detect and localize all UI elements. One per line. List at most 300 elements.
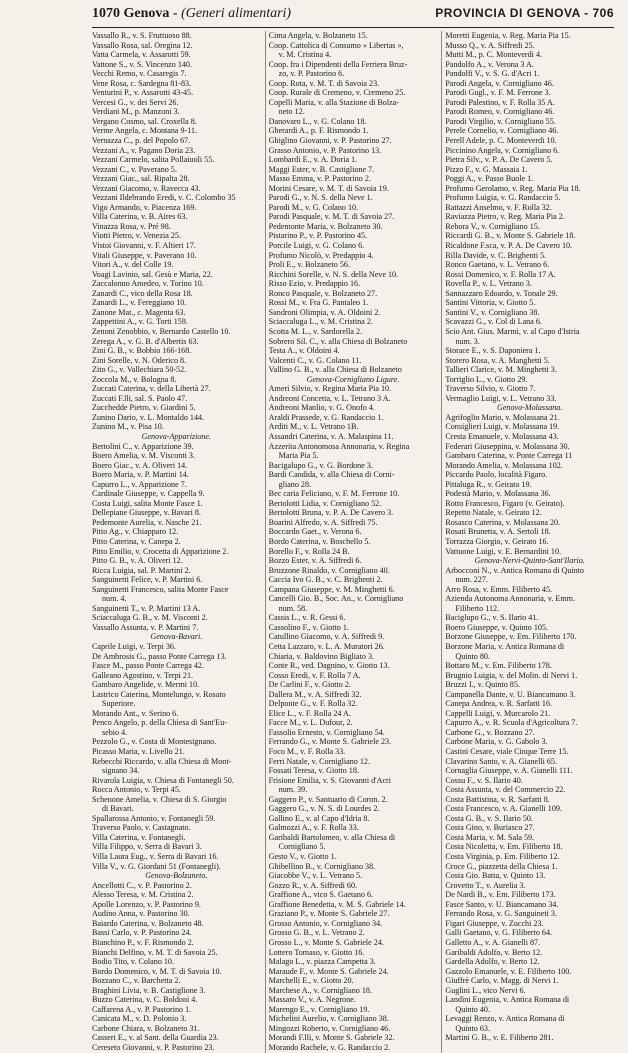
listing-entry: Repetto Natale, v. Geirato 12.	[445, 508, 542, 518]
listing-entry: Zito G., v. Vallechiara 50-52.	[92, 365, 187, 375]
listing-entry: Braghini Livia, v. B. Castiglione 3.	[92, 985, 206, 995]
section-heading: Genova-Bolzaneto.	[145, 871, 208, 881]
listing-entry: Zerega A., v. G. B. d'Albertis 63.	[92, 336, 199, 346]
listing-entry: Facce M., v. L. Dufour, 2.	[268, 718, 353, 728]
listing-entry: Cardinale Giuseppe, v. Cappella 9.	[92, 489, 205, 499]
listing-entry: Piccinino Angela, v. Cornigliano 6.	[445, 145, 560, 155]
listing-entry: Gambaro Angelide, v. Mermi 10.	[92, 680, 200, 690]
listing-entry: De Nardi B., v. Em. Filiberto 173.	[445, 890, 556, 900]
listing-entry: Costa Assunta, v. del Commercio 22.	[445, 785, 566, 795]
listing-entry: Cancelli Gio. B., Soc. An., v. Cornigliano	[268, 594, 404, 604]
listing-entry: Costa Francesco, v. A. Gianelli 109.	[445, 804, 562, 814]
listing-entry: Crovetto T., v. Aurelia 3.	[445, 880, 526, 890]
listing-entry: Profumo Luigia, v. G. Randaccio 5.	[445, 193, 561, 203]
listing-entry: Coop. Rota, v. M. T. di Savoia 23.	[268, 78, 380, 88]
section-heading: Genova-Nervi-Quinto-Sant'Ilario.	[474, 556, 585, 566]
listing-entry: Vigo Armando, v. Piacenza 169.	[92, 202, 197, 212]
listing-entry: Coop. Rurale di Cremeno, v. Cremeno 25.	[268, 88, 406, 98]
listing-entry: Rivarola Luigia, v. Chiesa di Fontanegli 50.	[92, 775, 234, 785]
listing-entry: Rebecchi Riccardo, v. alla Chiesa di Mont-	[92, 756, 232, 766]
listing-columns	[92, 31, 614, 1053]
listing-entry: Brugnio Luigia, v. del Molin. di Nervi 1.	[445, 670, 578, 680]
listing-entry: Ronco Pasquale, v. Bolzaneto 27.	[268, 288, 378, 298]
listing-entry: Danovaro L., v. G. Colano 18.	[268, 116, 367, 126]
listing-entry: Bordo Domenico, v. M. T. di Savoia 10.	[92, 966, 222, 976]
listing-entry: Morini Cesare, v. M. T. di Savoia 19.	[268, 183, 389, 193]
listing-entry: Carbone Chiara, v. Bolzaneto 31.	[92, 1023, 200, 1033]
listing-entry: Garibaldi Adolfo, v. Berto 12.	[445, 947, 543, 957]
listing-entry: Dallera M., v. A. Siffredi 32.	[268, 689, 362, 699]
listing-entry: Ricca Luigia, sal. P. Martini 2.	[92, 565, 191, 575]
listing-entry: Mutti M., p. C. Monteverdi 4.	[445, 50, 543, 60]
section-heading: Genova-Bavari.	[150, 632, 203, 642]
listing-entry: Lottero Tomaso, v. Giotto 16.	[268, 947, 365, 957]
listing-entry: Rossi M., v. Fra G. Pantaleo 1.	[268, 298, 369, 308]
page-number: 1070	[92, 6, 120, 21]
listing-entry: Arro Rosa, v. Emm. Filiberto 45.	[445, 584, 553, 594]
header-right	[435, 6, 614, 20]
listing-entry: Vercesi G., v. dei Servi 26.	[92, 97, 179, 107]
listing-entry: Rattazzi Anselmo, v. F. Rolla 32.	[445, 202, 552, 212]
listing-entry: Rotto Francesco, Figaro (v. Geirato).	[445, 498, 565, 508]
listing-entry: Pedemonte Maria, v. Bolzaneto 30.	[268, 221, 383, 231]
listing-entry: Spallarossa Antonio, v. Fontanegli 59.	[92, 813, 216, 823]
listing-entry: Morando Rachele, v. G. Randaccio 2.	[268, 1042, 391, 1052]
listing-entry: Gaggero P., v. Santuario di Coron. 2.	[268, 794, 388, 804]
listing-entry: Vene Rosa, c. Sardegna 81-83.	[92, 78, 192, 88]
listing-entry: Elice L., v. F. Rolla 24 A.	[268, 708, 351, 718]
listing-entry: Pitto Emilio, v. Crocetta di Apparizione 2.	[92, 546, 229, 556]
listing-entry: Pandolfi V., v. S. G. d'Acri 1.	[445, 69, 540, 79]
listing-entry: Raviazza Pietro, v. Reg. Maria Pia 2.	[445, 212, 565, 222]
listing-entry: Galletto A., v. A. Gianelli 87.	[445, 937, 541, 947]
listing-entry: Malago L., v. piazza Campetta 3.	[268, 957, 376, 967]
listing-entry: Costa Luigi, salita Monte Fasce 1.	[92, 498, 203, 508]
listing-entry: Mingozzi Roberto, v. Cornigliano 46.	[268, 1023, 391, 1033]
listing-entry: Marchelli E., v. Giotto 20.	[268, 976, 354, 986]
listing-entry: Bec caria Feliciano, v. F. M. Ferrone 10.	[268, 489, 400, 499]
listing-entry: Fasce M., passo Ponte Carrega 42.	[92, 661, 204, 671]
listing-entry: Ameri Silvio, v. Regina Maria Pia 10.	[268, 384, 392, 394]
section-heading: Genova-Cornigliano Ligure.	[306, 374, 400, 384]
listing-entry: Garibaldi Bartolomeo, v. alla Chiesa di	[268, 832, 396, 842]
header-left: 1070 Genova - (Generi alimentari)	[92, 6, 292, 21]
listing-entry: Castini Cesare, viale Cinque Terre 15.	[445, 747, 569, 757]
listing-entry: Cresta Emanuele, v. Molassana 43.	[445, 431, 559, 441]
listing-entry: Santini Vittoria, v. Giotto 5.	[445, 298, 536, 308]
listing-entry: Bertolotti Lidia, v. Cornigliano 52.	[268, 498, 382, 508]
listing-entry: Bozzano C., v. Barchetta 2.	[92, 976, 181, 986]
listing-entry: Vattone S., v. S. Vincenzo 140.	[92, 59, 193, 69]
listing-entry: Gaggero G., v. N. S. di Lourdes 2.	[268, 804, 380, 814]
listing-entry: Sciaccaluga L., v. M. Cristina 2.	[268, 317, 373, 327]
listing-entry: Cassis L., v. R. Gessi 6.	[268, 613, 346, 623]
listing-entry: Cornaglia Giuseppe, v. A. Gianelli 111.	[445, 766, 573, 776]
listing-entry: Zunino Dario, v. L. Montaldo 144.	[92, 412, 205, 422]
listing-entry: Costa Maria, v. M. Sala 59.	[445, 832, 535, 842]
listing-entry: Musso Q., v. A. Siffredi 25.	[445, 40, 535, 50]
listing-entry: Cossu F., v. S. Ilario 40.	[445, 775, 523, 785]
listing-entry: Cornigliano 5.	[278, 842, 326, 852]
listing-entry: neto 12.	[278, 107, 305, 117]
listing-entry: Andreoni Concetta, v. L. Tetrano 3 A.	[268, 393, 391, 403]
listing-entry: Vecchi Remo, v. Casaregis 7.	[92, 69, 187, 79]
listing-entry: Vergano Cosmo, sal. Croxella 8.	[92, 116, 197, 126]
listing-entry: Gambaro Caterina, v. Ponte Carrega 11	[445, 451, 573, 461]
listing-entry: Scotta M. L., v. Sardorella 2.	[268, 326, 363, 336]
listing-entry: Gherardi A., p. F. Rismondo 1.	[268, 126, 369, 136]
listing-entry: Azzerita Antonomosa Annonaria, v. Regina	[268, 441, 410, 451]
listing-entry: Piccardo Paolo, località Figaro.	[445, 470, 548, 480]
listing-entry: Bruzzi I., v. Quinto 85.	[445, 680, 520, 690]
listing-entry: Pizzo F., v. G. Massaia 1.	[445, 164, 528, 174]
listing-entry: Venturini P., v. Assarotti 43-45.	[92, 88, 194, 98]
listing-entry: Rossi Domenico, v. F. Rolla 17 A.	[445, 269, 556, 279]
listing-entry: Guglini L., vico Nervi 6.	[445, 985, 526, 995]
listing-entry: Sanguinetti Felice, v. P. Martini 6.	[92, 575, 203, 585]
listing-entry: Bacigalupo G., v. G. Bordone 3.	[268, 460, 373, 470]
listing-entry: Canepa Andrea, v. R. Sarfatti 16.	[445, 699, 553, 709]
column-1	[92, 31, 261, 1053]
listing-entry: Landini Eugenia, v. Antica Romana di	[445, 995, 570, 1005]
listing-entry: Moretti Eugenia, v. Reg. Maria Pia 15.	[445, 31, 571, 40]
listing-entry: Voagi Lavinio, sal. Gesù e Maria, 22.	[92, 269, 213, 279]
listing-entry: Rebora V., v. Cornigliano 15.	[445, 221, 540, 231]
city-name: Genova	[123, 6, 170, 21]
listing-entry: Bruzzone Rinaldo, v. Cornigliano 40.	[268, 565, 390, 575]
listing-entry: Arbocconi N., v. Antica Romana di Quinto	[445, 565, 584, 575]
listing-entry: Ricchini Sorelle, v. N. S. della Neve 10.	[268, 269, 399, 279]
listing-entry: Podestà Mario, v. Molassana 36.	[445, 489, 551, 499]
listing-entry: Verdiani M., p. Manzoni 3.	[92, 107, 180, 117]
listing-entry: Pedemonte Aurelia, v. Nasche 21.	[92, 517, 202, 527]
listing-entry: Profumo Gerolamo, v. Reg. Maria Pia 18.	[445, 183, 581, 193]
listing-entry: Zuccati Caterina, v. della Libertà 27.	[92, 384, 211, 394]
listing-entry: Pitto G. B., v. A. Oliveri 12.	[92, 556, 183, 566]
listing-entry: Zanardi L., v. Fereggiano 10.	[92, 298, 187, 308]
listing-entry: Filiberto 112.	[455, 603, 500, 613]
listing-entry: Pistarino P., v. P. Pastorino 45.	[268, 231, 368, 241]
listing-entry: Rocca Antonio, v. Terpi 45.	[92, 785, 181, 795]
page-header	[92, 6, 614, 26]
listing-entry: zo, v. P. Pastorino 6.	[278, 69, 345, 79]
listing-entry: Gallino E., v. al Capo d'Idria 8.	[268, 813, 370, 823]
listing-entry: Quinto 63.	[455, 1023, 490, 1033]
listing-entry: Rovella P., v. L. Vetrano 3.	[445, 279, 532, 289]
listing-entry: Quinto 40.	[455, 1004, 490, 1014]
listing-entry: Grosso Antonio, v. Cornigliano 34.	[268, 918, 383, 928]
listing-entry: Penco Angelo, p. della Chiesa di Sant'Eu-	[92, 718, 227, 728]
listing-entry: Gozzo R., v. A. Siffredi 60.	[268, 880, 358, 890]
listing-entry: Ghiglino Giovanni, v. P. Pastorino 27.	[268, 136, 392, 146]
listing-entry: Rosasco Caterina, v. Molassana 20.	[445, 517, 561, 527]
listing-entry: Vitori A., v. del Colle 19.	[92, 260, 174, 270]
listing-entry: Testa A., v. Oldoini 4.	[268, 346, 340, 356]
listing-entry: Maggi Ester, v. B. Castiglione 7.	[268, 164, 375, 174]
listing-entry: Vezzani A., v. Pagano Doria 23.	[92, 145, 196, 155]
listing-entry: Vattuone Luigi, v. E. Bernardini 10.	[445, 546, 562, 556]
listing-entry: Delponte G., v. F. Rolla 32.	[268, 699, 358, 709]
listing-entry: Campanella Dante, v. U. Biancamano 3.	[445, 689, 576, 699]
listing-entry: Masso Emma, v. P. Pastorino 2.	[268, 174, 371, 184]
listing-entry: Fassolio Ernesto, v. Cornigliano 54.	[268, 727, 385, 737]
listing-entry: Marchese A., v. Cornigliano 18.	[268, 985, 372, 995]
listing-entry: Vezzani Giac., sal. Ripalta 28.	[92, 174, 190, 184]
listing-entry: Clavarino Santo, v. A. Gianelli 65.	[445, 756, 557, 766]
listing-entry: num. 3.	[455, 336, 480, 346]
listing-entry: Galmozzi A., v. F. Rolla 33.	[268, 823, 359, 833]
listing-entry: Audino Anna, v. Pastorino 30.	[92, 909, 190, 919]
listing-entry: Michelini Aurelio, v. Cornigliano 38.	[268, 1014, 389, 1024]
listing-entry: Quinto 80.	[455, 651, 490, 661]
listing-entry: Viotti Pietro, v. Venezia 25.	[92, 231, 181, 241]
listing-entry: Canicata M., v. D. Polonio 3.	[92, 1014, 187, 1024]
listing-entry: Cima Angela, v. Bolzaneto 15.	[268, 31, 368, 40]
listing-entry: Fasce Santo, v. U. Biancamano 34.	[445, 899, 559, 909]
listing-entry: Cappelli Luigi, v. Murcarolo 21.	[445, 708, 551, 718]
column-3	[441, 31, 614, 1053]
listing-entry: Gesto V., v. Giotto 1.	[268, 852, 337, 862]
listing-entry: Ferrando Rosa, v. G. Sanguineti 3.	[445, 909, 557, 919]
listing-entry: Buzzo Caterina, v. C. Boldoni 4.	[92, 995, 198, 1005]
listing-entry: Boero Maria, v. P. Martini 14.	[92, 470, 189, 480]
listing-entry: Conte R., ved. Dagnino, v. Giotto 13.	[268, 661, 390, 671]
listing-entry: Capurro L., v. Apparizione 7.	[92, 479, 187, 489]
section-heading: Genova-Molassana.	[496, 403, 563, 413]
listing-entry: Cosso Eredi, v. F. Rolla 7 A.	[268, 670, 361, 680]
listing-entry: Galleano Agostino, v. Terpi 21.	[92, 670, 194, 680]
listing-entry: Ancellotti C., v. P. Pastorino 2.	[92, 880, 192, 890]
listing-entry: Sandroni Olimpia, v. A. Oldoini 2.	[268, 307, 381, 317]
listing-entry: Pitto Ag., v. Chiapparo 12.	[92, 527, 179, 537]
listing-entry: Boero Giuseppe, v. Quinto 105.	[445, 622, 549, 632]
listing-entry: Parodi Romeo, v. Cornigliano 46.	[445, 107, 555, 117]
listing-entry: Sobrero Sil. C., v. alla Chiesa di Bolzaneto	[268, 336, 408, 346]
listing-entry: Vezzani Carmelo, salita Pollaiuoli 55.	[92, 155, 215, 165]
listing-entry: Santini V., v. Cornigliano 38.	[445, 307, 540, 317]
listing-entry: Zaccalonno Amedeo, v. Torino 10.	[92, 279, 204, 289]
listing-entry: Verme Angela, c. Montana 9-11.	[92, 126, 198, 136]
listing-entry: Vassallo R., v. S. Fruttuoso 88.	[92, 31, 192, 40]
listing-entry: num. 227.	[455, 575, 488, 585]
listing-entry: Perell Adele, p. C. Monteverdi 10.	[445, 136, 557, 146]
listing-entry: Parodi Pasquale, v. M. T. di Savoia 27.	[268, 212, 395, 222]
listing-entry: Baciglupo G., v. S. Ilario 41.	[445, 613, 539, 623]
listing-entry: Zucchedde Pietro, v. Giardini 5.	[92, 403, 196, 413]
listing-entry: Assandri Caterina, v. A. Malaspina 11.	[268, 431, 394, 441]
listing-entry: signano 34.	[102, 766, 140, 776]
listing-entry: Poggi A., v. Passo Buole 1.	[445, 174, 534, 184]
listing-entry: Ricaldone F.sca, v. P. A. De Cavero 10.	[445, 241, 573, 251]
listing-entry: Costa Gino, v. Buriasco 27.	[445, 823, 535, 833]
listing-entry: Boccardo Gaet., v. Verona 6.	[268, 527, 362, 537]
listing-entry: Borello F., v. Rolla 24 B.	[268, 546, 350, 556]
listing-entry: Figari Giuseppe, v. Zucchi 23.	[445, 918, 544, 928]
listing-entry: Baiardo Caterina, v. Bolzaneto 48.	[92, 918, 204, 928]
listing-entry: Giacobbe V., v. L. Vetrano 5.	[268, 871, 363, 881]
listing-entry: Capurro A., v. R. Scuola d'Agricoltura 7.	[445, 718, 578, 728]
listing-entry: Costa Virginia, p. Em. Filiberto 12.	[445, 852, 560, 862]
listing-entry: Cereseto Giovanni, v. P. Pastorino 23.	[92, 1042, 215, 1052]
listing-entry: Sannazzaro Edoardo, v. Tonale 29.	[445, 288, 558, 298]
listing-entry: Casseri E., v. al Sant. della Guardia 23.	[92, 1033, 219, 1043]
listing-entry: Vistoi Giovanni, v. F. Altieri 17.	[92, 241, 196, 251]
listing-entry: Vatta Carmela, v. Assarotti 59.	[92, 50, 191, 60]
listing-entry: Federari Giuseppina, v. Molassana 30.	[445, 441, 570, 451]
listing-entry: Consiglieri Luigi, v. Molassana 19.	[445, 422, 560, 432]
listing-entry: Zappettini A., v. G. Torti 159.	[92, 317, 188, 327]
listing-entry: Andreoni Manlio, v. G. Onofo 4.	[268, 403, 375, 413]
listing-entry: Frisione Emilia, v. S. Giovanni d'Acri	[268, 775, 391, 785]
listing-entry: Marengo E., v. Cornigliano 19.	[268, 1004, 370, 1014]
listing-entry: Gazzolo Emanuele, v. E. Filiberto 100.	[445, 966, 572, 976]
listing-entry: Azienda Autonoma Annonaria, v. Emm.	[445, 594, 575, 604]
listing-entry: Parodi G., v. N. S. della Neve 1.	[268, 193, 373, 203]
listing-entry: Martini G. B., v. E. Filiberto 281.	[445, 1033, 554, 1043]
listing-entry: Gardella Adolfo, v. Berto 12.	[445, 957, 540, 967]
listing-entry: Giuffrè Carlo, v. Magg. di Nervi 1.	[445, 976, 559, 986]
listing-entry: Massaro V., v. A. Negrone.	[268, 995, 356, 1005]
listing-entry: Bottaro M., v. Em. Filiberto 178.	[445, 661, 552, 671]
listing-entry: Borzone Maria, v. Antica Romana di	[445, 642, 565, 651]
listing-entry: Vermaglio Luigi, v. L. Vetrano 33.	[445, 393, 557, 403]
listing-entry: Porcile Luigi, v. G. Colano 6.	[268, 241, 365, 251]
listing-entry: De Carlini F., v. Giotto 2.	[268, 680, 351, 690]
listing-entry: Parodi M., v. G. Colano 10.	[268, 202, 359, 212]
listing-entry: Arditi M., v. L. Vetrano 1B.	[268, 422, 359, 432]
listing-entry: Foco M., v. F. Rolla 33.	[268, 747, 346, 757]
listing-entry: Bertolini C., v. Apparizione 39.	[92, 441, 194, 451]
listing-entry: Bassi Carlo, v. P. Pastorino 24.	[92, 928, 192, 938]
listing-entry: Costa Nicoletta, v. Em. Filiberto 18.	[445, 842, 563, 852]
listing-entry: Riccardi G. B., v. Monte S. Gabriele 18.	[445, 231, 576, 241]
listing-entry: Torrazza Giorgio, v. Geirato 16.	[445, 536, 549, 546]
listing-entry: Boero Amelia, v. M. Visconti 3.	[92, 451, 195, 461]
listing-entry: Galli Gaetano, v. G. Filiberto 64.	[445, 928, 553, 938]
header-rule	[92, 27, 614, 28]
listing-entry: sebio 4.	[102, 727, 128, 737]
listing-entry: Perele Cornelio, v. Cornigliano 46.	[445, 126, 559, 136]
listing-entry: Villa Caterina, v. Fontanegli.	[92, 832, 186, 842]
listing-entry: Traverso Paolo, v. Castagnato.	[92, 823, 191, 833]
listing-entry: Vitali Giuseppe, v. Paverano 10.	[92, 250, 197, 260]
listing-entry: Graffione A., vico S. Gaetano 6.	[268, 890, 374, 900]
listing-entry: Villa V., v. G. Giordani 51 (Fontanegli).	[92, 861, 221, 871]
listing-entry: Valcenti C., v. G. Colano 11.	[268, 355, 362, 365]
listing-entry: Bianchino P., v. F. Rismondo 2.	[92, 937, 194, 947]
right-page-number: - 706	[584, 6, 614, 20]
listing-entry: Scavazzi G., v. Col di Lana 6.	[445, 317, 542, 327]
listing-entry: v. M. Cristina 4.	[278, 50, 332, 60]
listing-entry: Ferri Natale, v. Cornigliano 12.	[268, 756, 370, 766]
listing-entry: num. 58.	[278, 603, 308, 613]
listing-entry: Superiore.	[102, 699, 136, 709]
listing-entry: Graffione Benedetta, v. M. S. Gabriele 14.	[268, 899, 406, 909]
listing-entry: Vezzani Ildebrando Eredi, v. C. Colombo 35	[92, 193, 236, 203]
listing-entry: Zanone Mat., c. Magenta 63.	[92, 307, 186, 317]
listing-entry: Storero Rosa, v. A. Manghetti 5.	[445, 355, 550, 365]
listing-entry: Picasso Maria, v. Livello 21.	[92, 747, 185, 757]
listing-entry: Tallieri Clarice, v. M. Minghetti 3.	[445, 365, 557, 375]
listing-entry: Croce G., piazzetta della Chiesa 1.	[445, 861, 558, 871]
listing-entry: Bertolotti Bruna, v. P. A. De Cavero 3.	[268, 508, 394, 518]
listing-entry: Parodi Virgilio, v. Cornigliano 55.	[445, 116, 556, 126]
listing-entry: Boero Giac., v. A. Oliveri 14.	[92, 460, 188, 470]
column-2	[265, 31, 438, 1053]
listing-entry: Torriglio L., v. Giotto 29.	[445, 374, 528, 384]
listing-entry: Storace E., v. S. Daponiera 1.	[445, 346, 541, 356]
listing-entry: Cetta Lazzaro, v. L. A. Muratori 26.	[268, 642, 385, 651]
listing-entry: Bardi Candida, v. alla Chiesa di Corni-	[268, 470, 395, 480]
listing-entry: Parodi Palestino, v. F. Rolla 35 A.	[445, 97, 555, 107]
listing-entry: Villa Laura Eug., v. Serra di Bavari 16.	[92, 852, 219, 862]
listing-entry: Zenoni Zenobbio, v. Bernardo Castello 10.	[92, 326, 231, 336]
listing-entry: Vinazza Rosa, v. Pré 98.	[92, 221, 171, 231]
listing-entry: Araldi Prassede, v. G. Randaccio 1.	[268, 412, 384, 422]
listing-entry: Sanguinetti T., v. P. Martini 13 A.	[92, 603, 201, 613]
listing-entry: Zanardi C., vico della Rosa 18.	[92, 288, 193, 298]
category-label: (Generi alimentari)	[181, 6, 292, 21]
listing-entry: Zoccola M., v. Bologna 8.	[92, 374, 177, 384]
listing-entry: Parodi Gugl., v. F. M. Ferrone 3.	[445, 88, 551, 98]
listing-entry: Caccia Ivo G. B., v. C. Brighenti 2.	[268, 575, 383, 585]
listing-entry: Lombardi E., v. A. Doria 1.	[268, 155, 358, 165]
listing-entry: gliano 28.	[278, 479, 312, 489]
listing-entry: Bozzo Ester, v. A. Siffredi 6.	[268, 556, 362, 566]
listing-entry: Zuccati F.lli, sal. S. Paolo 47.	[92, 393, 188, 403]
listing-entry: Ghibellino B., v. Cornigliano 38.	[268, 861, 376, 871]
listing-entry: Coop. Cattolica di Consumo « Libertas »,	[268, 40, 404, 50]
listing-entry: Borzone Giuseppe, v. Em. Filiberto 170.	[445, 632, 577, 642]
listing-entry: Morando Ant., v. Serino 6.	[92, 708, 179, 718]
listing-entry: Pezzolo G., v. Costa di Montesignano.	[92, 737, 217, 747]
listing-entry: Dellepiane Giuseppe, v. Bavari 8.	[92, 508, 201, 518]
listing-entry: Campana Giuseppe, v. M. Minghetti 6.	[268, 584, 395, 594]
listing-entry: Schenone Amelia, v. Chiesa di S. Giorgio	[92, 794, 227, 804]
listing-entry: Ferrando G., v. Monte S. Gabriele 23.	[268, 737, 392, 747]
listing-entry: Chiaria, v. Baldovino Bigliato 3.	[268, 651, 375, 661]
listing-entry: Catullino Giacomo, v. A. Siffredi 9.	[268, 632, 385, 642]
listing-entry: Alesso Teresa, v. M. Cristina 2.	[92, 890, 194, 900]
listing-entry: Pietra Silv., v. P. A. De Cavero 5.	[445, 155, 553, 165]
listing-entry: Morando Amelia, v. Molassana 102.	[445, 460, 563, 470]
listing-entry: Bordo Caterina, v. Boschello 5.	[268, 536, 371, 546]
listing-entry: Maria Pia 5.	[278, 451, 319, 461]
listing-entry: Fossati Teresa, v. Giotto 18.	[268, 766, 359, 776]
listing-entry: Zini Sorelle, v. N. Oderico 8.	[92, 355, 187, 365]
listing-entry: Boarini Alfredo, v. A. Siffredi 75.	[268, 517, 378, 527]
section-heading: Genova-Apparizione.	[141, 431, 212, 441]
listing-entry: Risso Ezio, v. Predappio 16.	[268, 279, 361, 289]
listing-entry: Rilla Davide, v. C. Brighenti 5.	[445, 250, 547, 260]
listing-entry: Zini G. B., v. Bobbio 166-168.	[92, 346, 192, 356]
listing-entry: Proli E., v. Bolzaneto 56.	[268, 260, 350, 270]
listing-entry: Agrifoglio Mario, v. Molassana 21.	[445, 412, 560, 422]
listing-entry: Vassallo Assunta, v. P. Martini 7.	[92, 622, 199, 632]
listing-entry: Sciaccaluga G. B., v. M. Visconti 2.	[92, 613, 208, 623]
listing-entry: Vernazza C., p. del Popolo 67.	[92, 136, 191, 146]
listing-entry: Pittaluga R., v. Geirato 19.	[445, 479, 532, 489]
listing-entry: Carbone G., v. Bozzano 27.	[445, 727, 535, 737]
listing-entry: Caffarena A., v. P. Pastorino 1.	[92, 1004, 192, 1014]
listing-entry: Villa Filippo, v. Serra di Bavari 3.	[92, 842, 202, 852]
listing-entry: di Bavari.	[102, 804, 134, 814]
listing-entry: Vezzani C., v. Paverano 5.	[92, 164, 177, 174]
listing-entry: Villa Caterina, v. B. Aires 63.	[92, 212, 188, 222]
listing-entry: num. 4.	[102, 594, 127, 604]
listing-entry: Grasso Antonio, v. P. Pastorino 13.	[268, 145, 382, 155]
listing-entry: Grosso L., v. Monte S. Gabriele 24.	[268, 937, 384, 947]
